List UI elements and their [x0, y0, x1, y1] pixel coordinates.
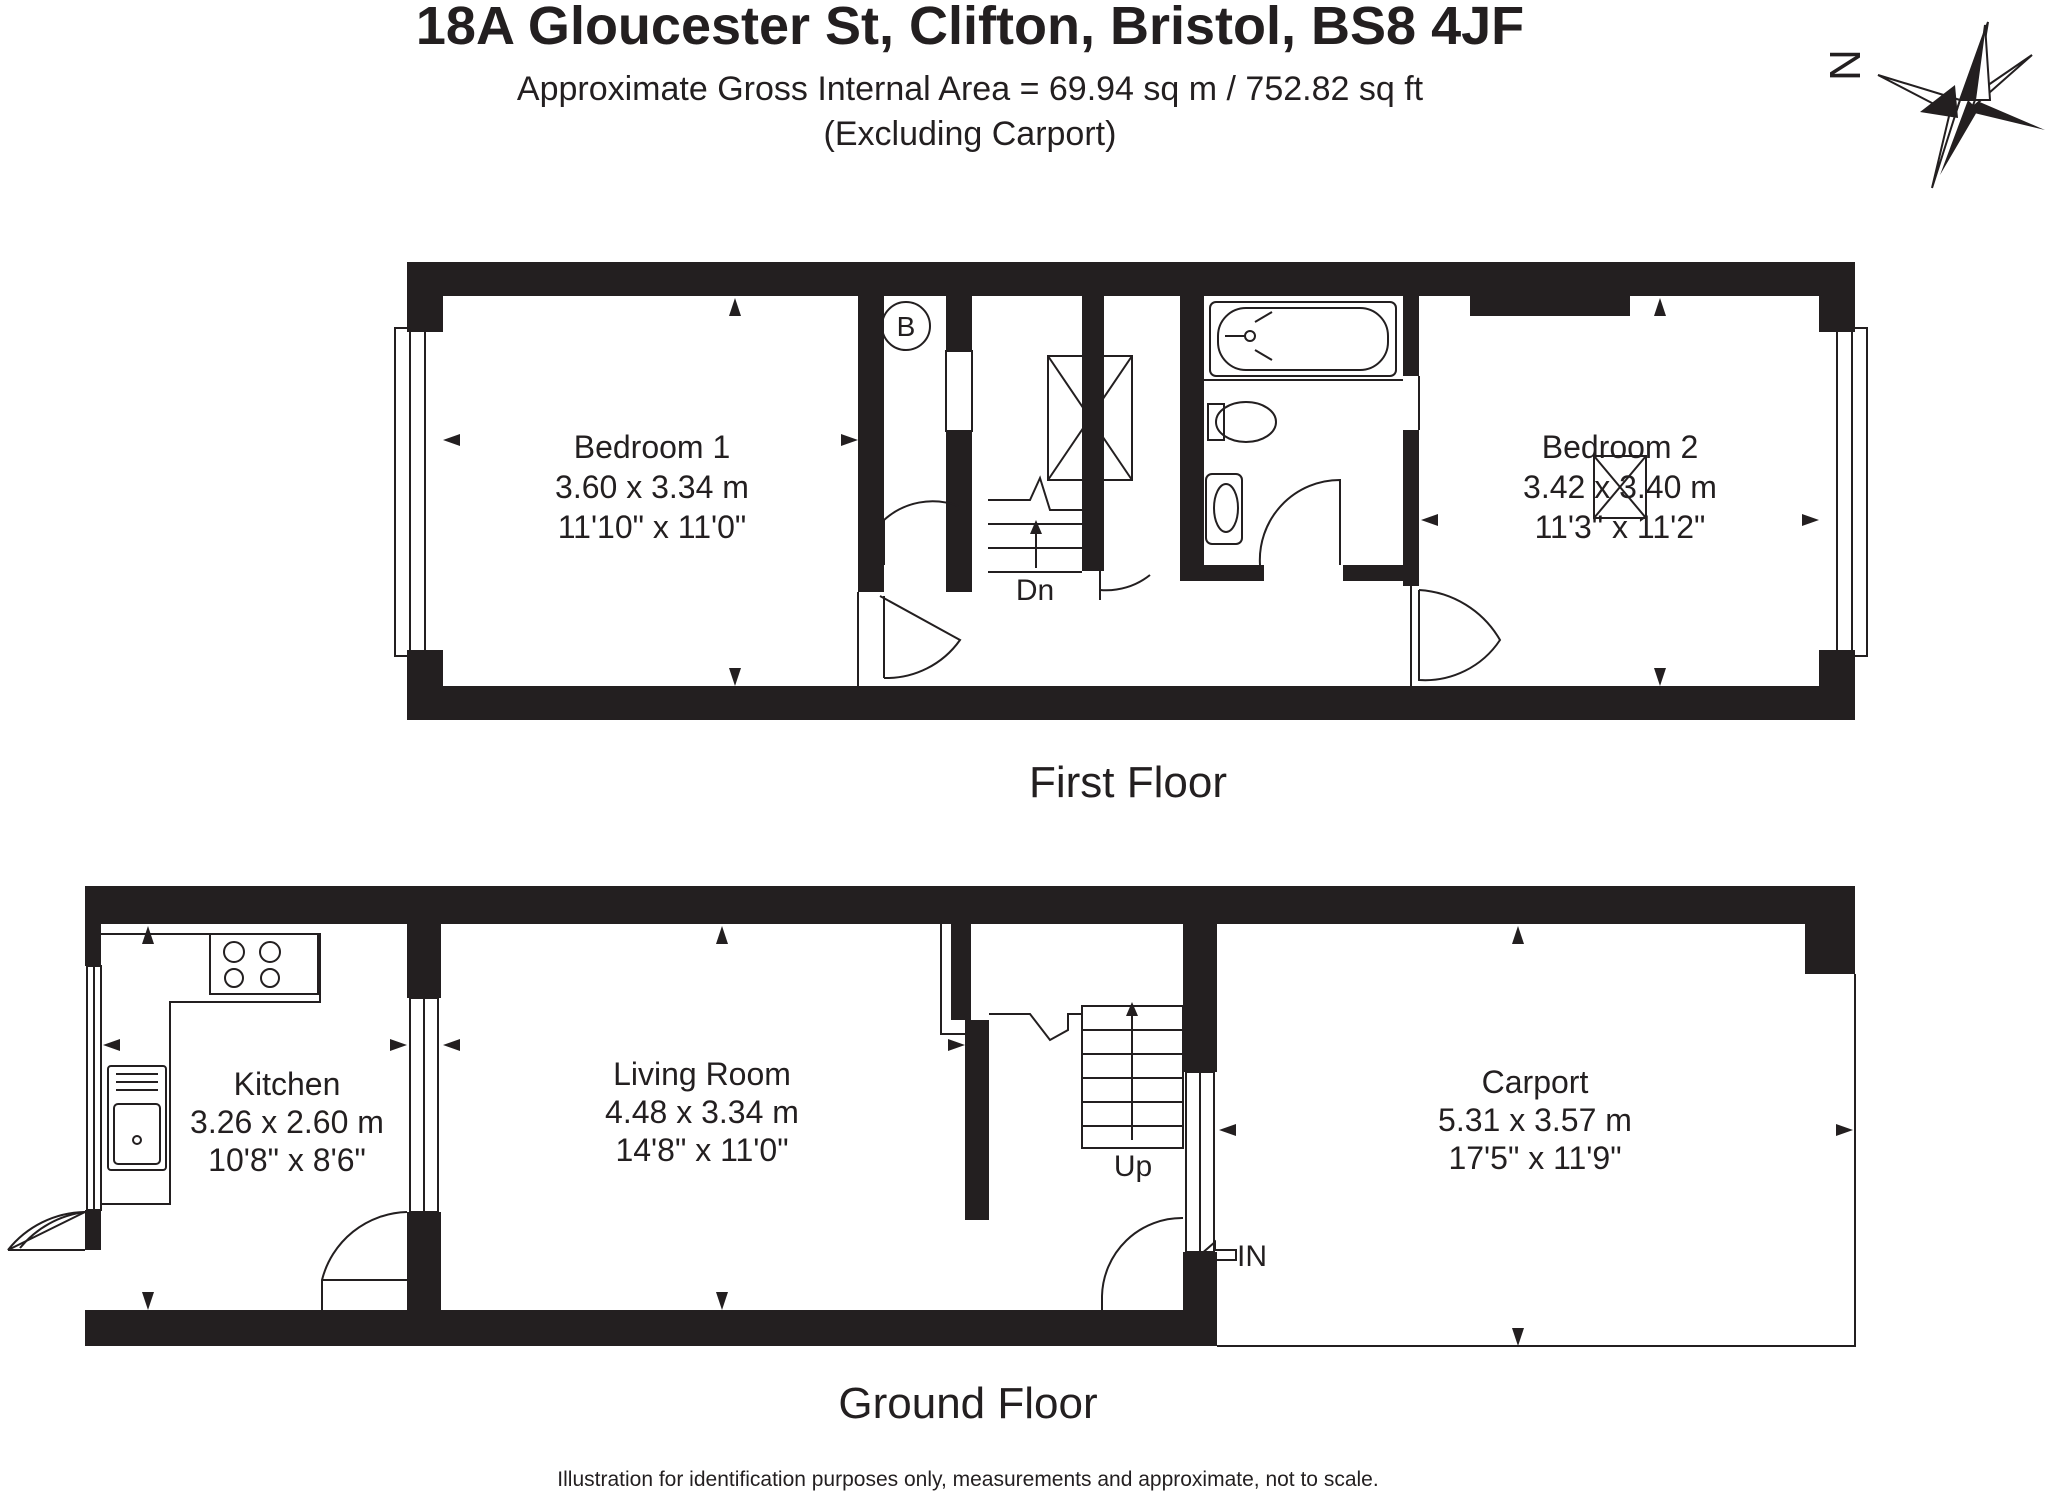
carport-metric-size: 5.31 x 3.57 m — [1438, 1102, 1632, 1138]
dimension-arrow — [103, 1039, 120, 1051]
area-exclusion-note: (Excluding Carport) — [823, 115, 1117, 153]
dimension-arrow — [1802, 514, 1819, 526]
ground-floor-stairs-up-label: Up — [1113, 1150, 1153, 1183]
ground-floor-stairs — [1082, 1002, 1183, 1148]
dimension-arrow — [443, 434, 460, 446]
bedroom-2-name: Bedroom 2 — [1541, 429, 1699, 465]
carport-imperial-size: 17'5" x 11'9" — [1448, 1140, 1622, 1176]
dimension-arrow — [1512, 1328, 1524, 1346]
dimension-arrow — [716, 1292, 728, 1310]
gross-internal-area: Approximate Gross Internal Area = 69.94 sq m / 752.82 sq ft — [516, 70, 1424, 108]
dimension-arrow — [1219, 1124, 1236, 1136]
bedroom-2-imperial-size: 11'3" x 11'2" — [1534, 509, 1706, 545]
kitchen-name: Kitchen — [233, 1066, 341, 1102]
dimension-arrow — [142, 1292, 154, 1310]
bath-icon — [1210, 302, 1396, 376]
hob-icon — [210, 934, 318, 994]
entrance-glazing — [1186, 1072, 1214, 1252]
living-room-imperial-size: 14'8" x 11'0" — [615, 1132, 789, 1168]
dimension-arrow — [948, 1039, 965, 1051]
bedroom-1-name: Bedroom 1 — [573, 429, 731, 465]
first-floor-stairs — [988, 356, 1132, 572]
compass-north-label: N — [1820, 49, 1869, 81]
dimension-arrow — [1512, 926, 1524, 944]
bedroom-2-window — [1837, 328, 1867, 656]
sink-icon — [108, 1066, 166, 1170]
ground-floor-plan — [8, 886, 1855, 1346]
dimension-arrow — [1654, 668, 1666, 686]
kitchen-living-glazing — [410, 998, 438, 1212]
entrance-label: IN — [1237, 1240, 1267, 1273]
first-floor-plan — [395, 262, 1867, 720]
toilet-icon — [1208, 402, 1276, 442]
dimension-arrow — [1421, 514, 1438, 526]
bedroom-1-window — [395, 328, 425, 656]
dimension-arrow — [1836, 1124, 1853, 1136]
ground-floor-label: Ground Floor — [838, 1379, 1098, 1428]
property-address-title: 18A Gloucester St, Clifton, Bristol, BS8 4JF — [415, 0, 1525, 56]
dimension-arrow — [443, 1039, 460, 1051]
first-floor-stairs-down-label: Dn — [1015, 574, 1055, 607]
bedroom-2-metric-size: 3.42 x 3.40 m — [1523, 469, 1717, 505]
first-floor-label: First Floor — [1029, 758, 1227, 807]
dimension-arrow — [729, 668, 741, 686]
dimension-arrow — [716, 926, 728, 944]
kitchen-window — [87, 966, 101, 1210]
compass-icon — [1878, 22, 2045, 188]
carport-name: Carport — [1481, 1064, 1589, 1100]
boiler-label: B — [896, 311, 916, 342]
washbasin-icon — [1206, 474, 1242, 544]
disclaimer-text: Illustration for identification purposes only, measurements and approximate, not to scale. — [557, 1468, 1379, 1491]
bedroom-1-metric-size: 3.60 x 3.34 m — [555, 469, 749, 505]
dimension-arrow — [390, 1039, 407, 1051]
living-room-name: Living Room — [613, 1056, 791, 1092]
kitchen-metric-size: 3.26 x 2.60 m — [190, 1104, 384, 1140]
bedroom-1-imperial-size: 11'10" x 11'0" — [557, 509, 747, 545]
living-room-metric-size: 4.48 x 3.34 m — [605, 1094, 799, 1130]
dimension-arrow — [729, 298, 741, 316]
kitchen-imperial-size: 10'8" x 8'6" — [208, 1142, 366, 1178]
dimension-arrow — [841, 434, 858, 446]
dimension-arrow — [1654, 298, 1666, 316]
